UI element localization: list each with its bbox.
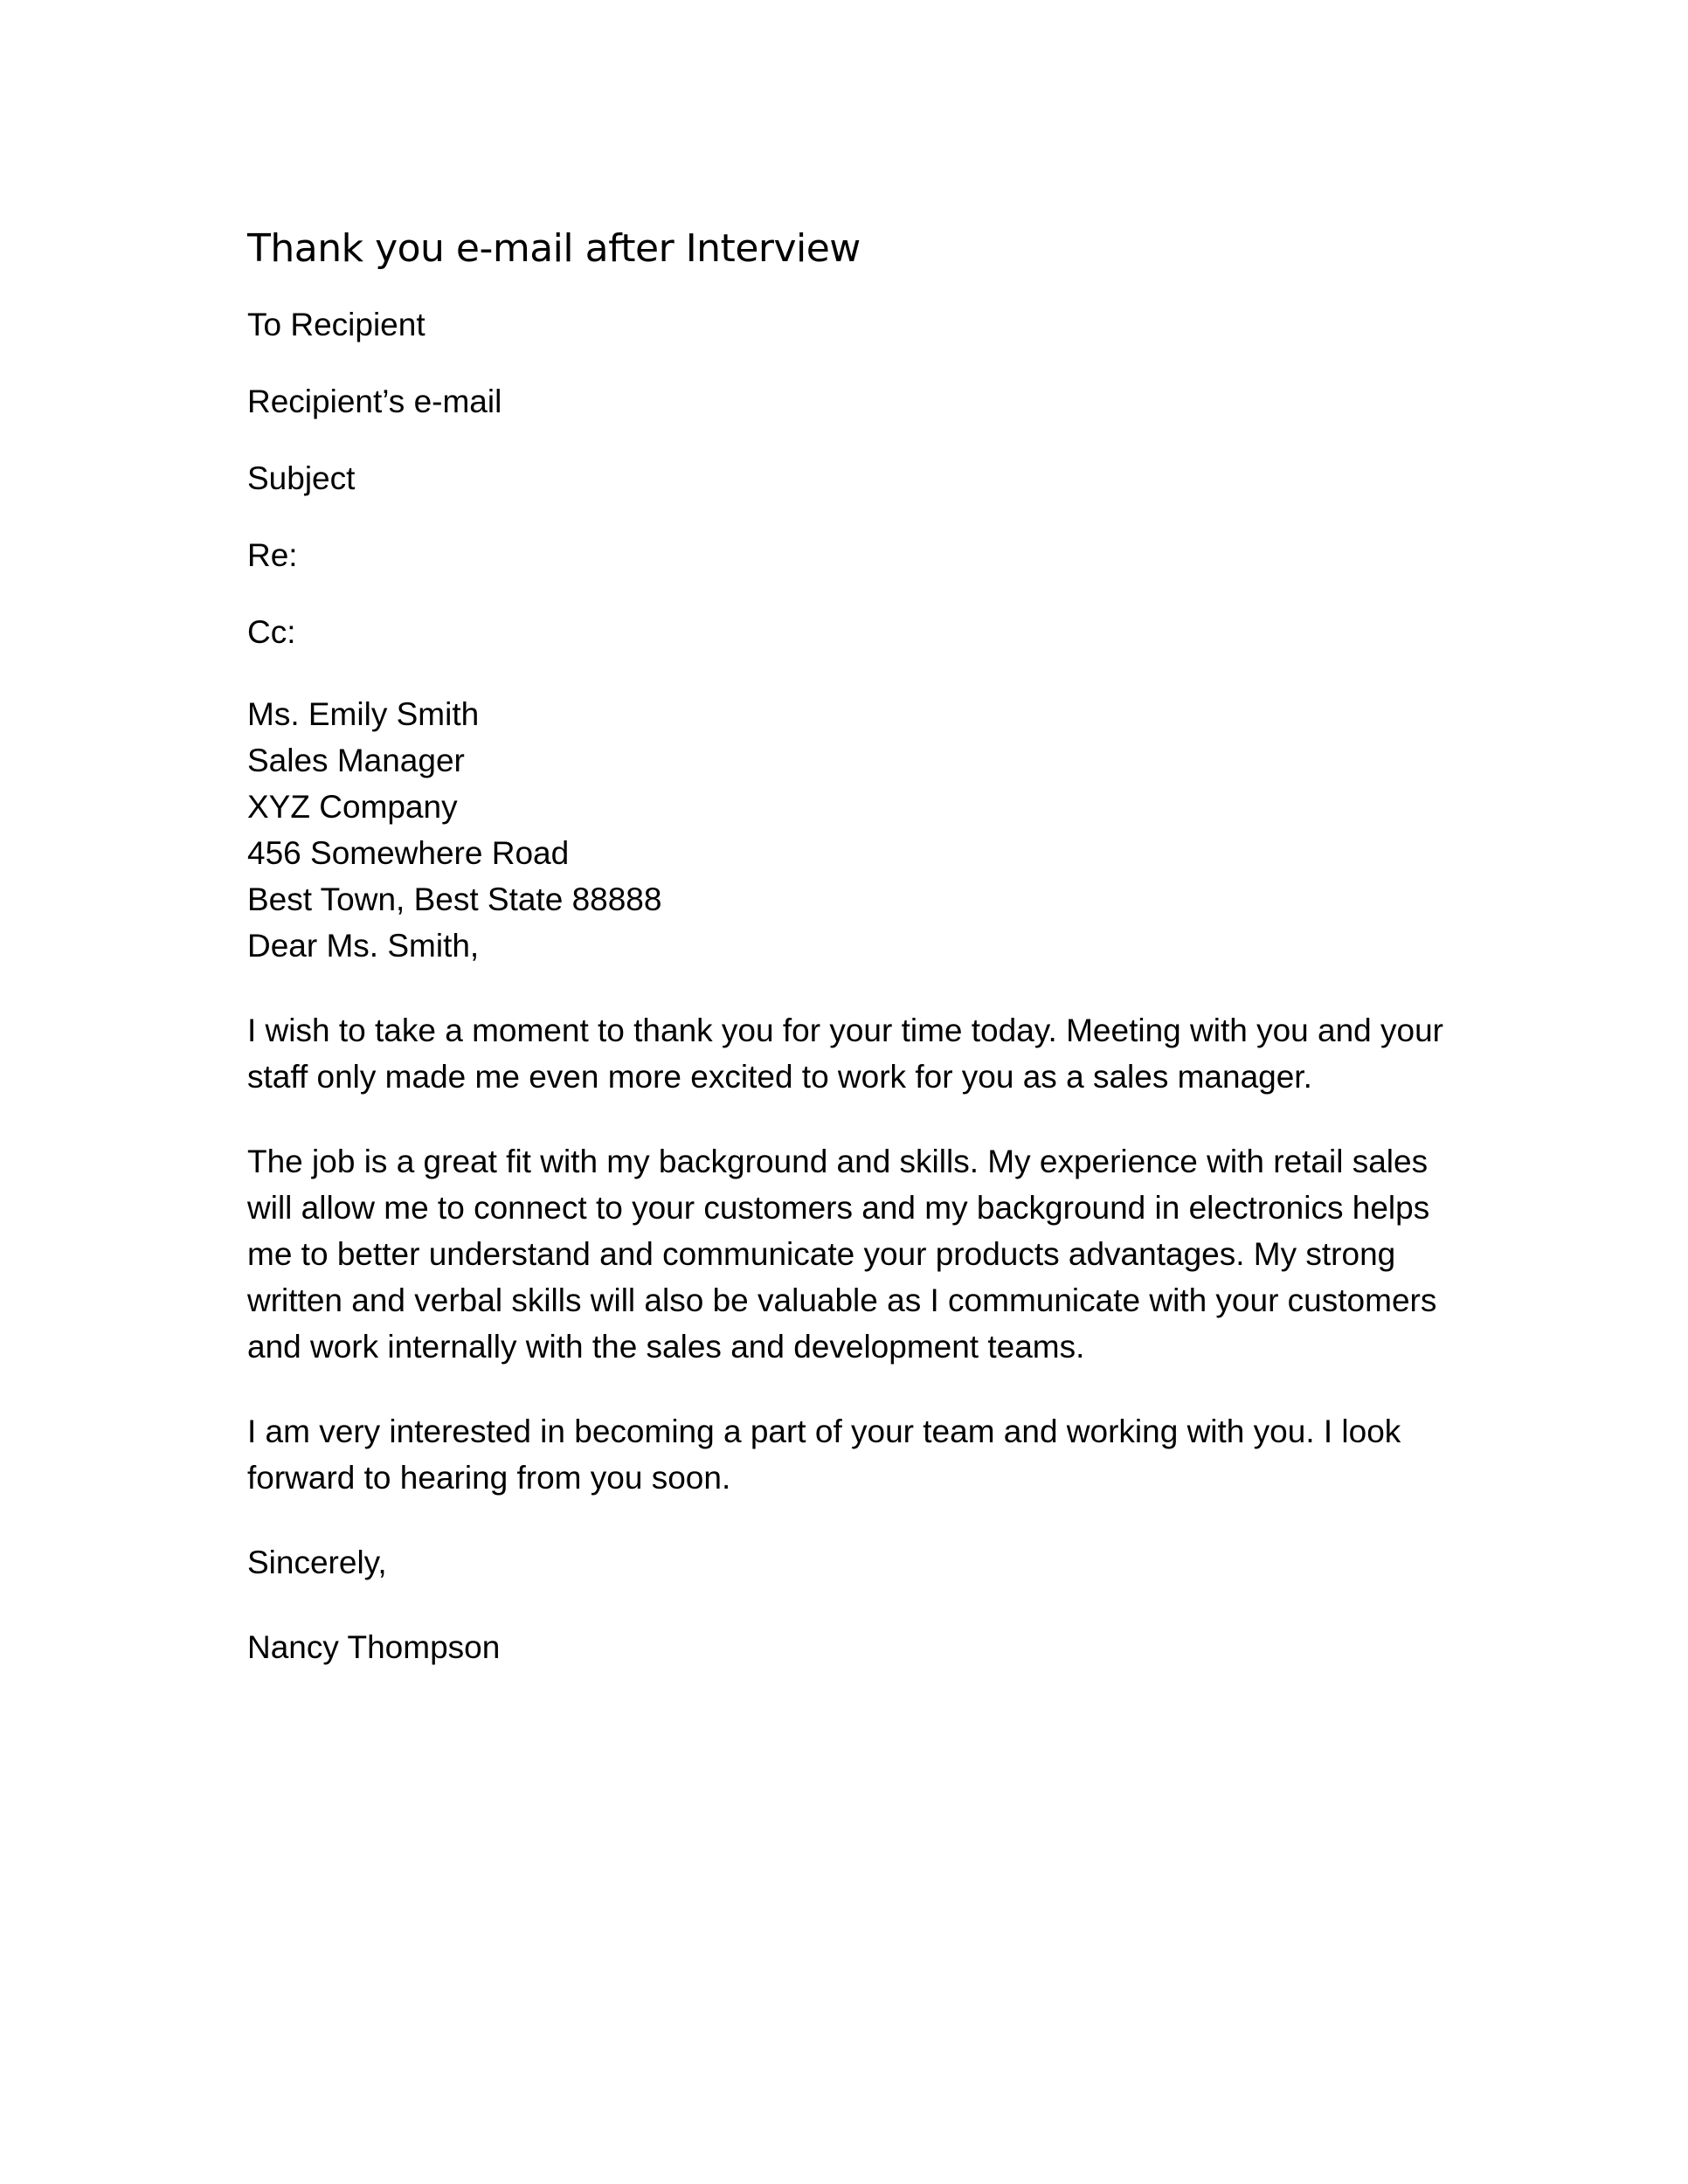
document-title: Thank you e-mail after Interview bbox=[247, 226, 861, 271]
salutation: Dear Ms. Smith, bbox=[247, 928, 480, 964]
letter-page bbox=[247, 223, 1470, 1670]
recipient-street: 456 Somewhere Road bbox=[247, 835, 570, 871]
recipient-name: Ms. Emily Smith bbox=[247, 696, 480, 732]
subject-field: Subject bbox=[247, 460, 356, 496]
re-field: Re: bbox=[247, 537, 298, 573]
closing: Sincerely, bbox=[247, 1545, 387, 1580]
recipient-email-field: Recipient’s e-mail bbox=[247, 384, 502, 419]
recipient-address-block bbox=[247, 691, 1470, 923]
recipient-city: Best Town, Best State 88888 bbox=[247, 881, 662, 917]
to-recipient-field: To Recipient bbox=[247, 307, 425, 342]
signature-name: Nancy Thompson bbox=[247, 1629, 501, 1665]
body-paragraph-2: The job is a great fit with my background and skills. My experience with retail sales will allow me to connect to your customers and my background in electronics helps me to better understand and communicate your products advantages. My strong written and verbal skills will also be valuable as I communicate with your customers and work internally with the sales and development teams. bbox=[247, 1144, 1437, 1365]
recipient-company: XYZ Company bbox=[247, 789, 458, 825]
body-paragraph-1: I wish to take a moment to thank you for your time today. Meeting with you and your staff only made me even more excited to work for you as a sales manager. bbox=[247, 1013, 1443, 1095]
recipient-position: Sales Manager bbox=[247, 743, 465, 778]
body-paragraph-3: I am very interested in becoming a part of your team and working with you. I look forward to hearing from you soon. bbox=[247, 1413, 1401, 1496]
cc-field: Cc: bbox=[247, 614, 296, 650]
